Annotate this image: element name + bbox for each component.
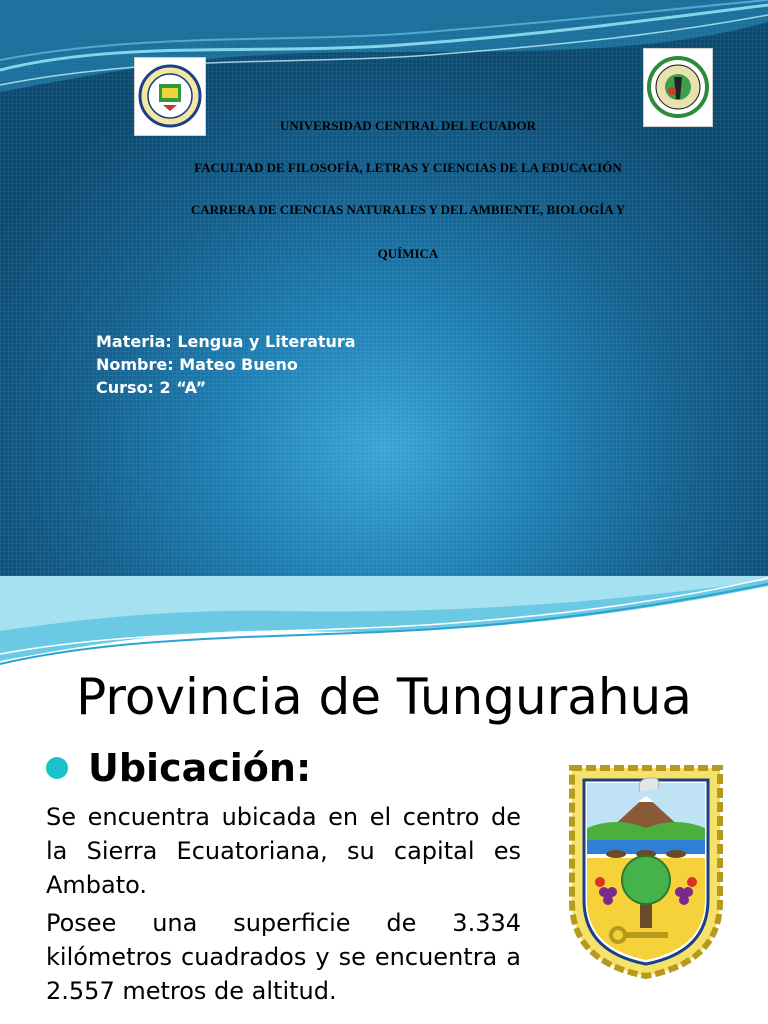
- tungurahua-coat-of-arms-icon: [566, 762, 726, 980]
- bullet-heading-text: Ubicación:: [88, 746, 312, 790]
- university-name: UNIVERSIDAD CENTRAL DEL ECUADOR: [279, 118, 537, 133]
- slide-title: Provincia de Tungurahua: [76, 668, 692, 726]
- student-name-text: Nombre: Mateo Bueno: [96, 355, 298, 374]
- student-info: [96, 330, 356, 399]
- wave-decoration: [0, 576, 768, 671]
- faculty-name: FACULTAD DE FILOSOFÍA, LETRAS Y CIENCIAS DE LA EDUCACIÓN: [194, 160, 622, 175]
- content-slide: [0, 576, 768, 1024]
- career-name-line2: QUÍMICA: [377, 246, 439, 261]
- bullet-heading: [46, 746, 311, 790]
- area-paragraph: Posee una superficie de 3.334 kilómetros cuadrados y se encuentra a 2.557 metros de altitud.: [46, 909, 521, 1005]
- bullet-icon: [46, 757, 68, 779]
- subject-text: Materia: Lengua y Literatura: [96, 332, 356, 351]
- career-name-line1: CARRERA DE CIENCIAS NATURALES Y DEL AMBIENTE, BIOLOGÍA Y: [190, 202, 626, 217]
- location-paragraph: Se encuentra ubicada en el centro de la Sierra Ecuatoriana, su capital es Ambato.: [46, 803, 521, 899]
- course-text: Curso: 2 “A”: [96, 378, 207, 397]
- faculty-seal-icon: [643, 48, 713, 127]
